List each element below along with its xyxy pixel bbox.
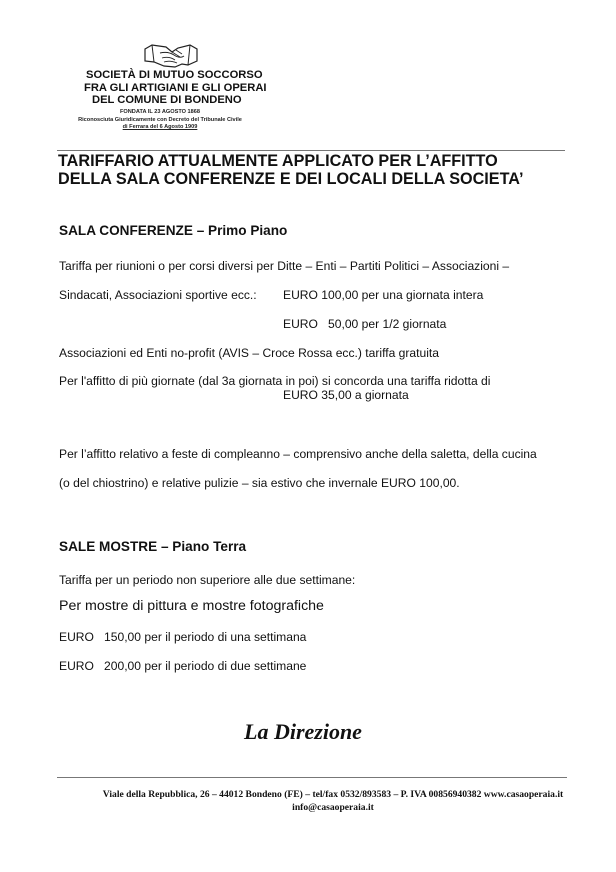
conference-rate-description: Tariffa per riunioni o per corsi diversi per Ditte – Enti – Partiti Politici – Associazioni – — [59, 259, 510, 273]
multi-day-rate-description: Per l'affitto di più giornate (dal 3a giornata in poi) si concorda una tariffa ridotta di — [59, 374, 491, 388]
exhibition-subheading: Per mostre di pittura e mostre fotografiche — [59, 598, 324, 614]
handshake-icon — [142, 43, 200, 69]
organization-name — [84, 69, 267, 107]
signature: La Direzione — [244, 719, 362, 744]
footer-divider — [57, 777, 567, 778]
footer-email: info@casaoperaia.it — [292, 801, 374, 813]
document-title — [58, 152, 598, 188]
footer-address: Viale della Repubblica, 26 – 44012 Bondeno (FE) – tel/fax 0532/893583 – P. IVA 00856940382 www.casaoperaia.it — [102, 789, 564, 800]
founding-info — [72, 109, 248, 132]
rate-half-day: EURO 50,00 per 1/2 giornata — [283, 317, 447, 331]
org-name-line: SOCIETÀ DI MUTUO SOCCORSO — [86, 69, 263, 81]
footer — [50, 789, 616, 814]
decree-date: di Ferrara del 6 Agosto 1909 — [122, 124, 198, 131]
nonprofit-rate: Associazioni ed Enti no-profit (AVIS – Croce Rossa ecc.) tariffa gratuita — [59, 346, 440, 360]
conference-rate-categories: Sindacati, Associazioni sportive ecc.: — [59, 288, 257, 302]
party-rate-line-2: (o del chiostrino) e relative pulizie – sia estivo che invernale EURO 100,00. — [59, 476, 460, 490]
legal-recognition: Riconosciuta Giuridicamente con Decreto del Tribunale Civile — [78, 116, 242, 123]
party-rate-line-1: Per l’affitto relativo a feste di compleanno – comprensivo anche della saletta, della cucina — [59, 447, 537, 461]
exhibition-rate-intro: Tariffa per un periodo non superiore alle due settimane: — [59, 573, 356, 587]
rate-one-week: EURO 150,00 per il periodo di una settimana — [59, 630, 307, 644]
section-heading-sala-conferenze: SALA CONFERENZE – Primo Piano — [59, 223, 288, 238]
rate-two-weeks: EURO 200,00 per il periodo di due settimane — [59, 659, 307, 673]
founding-date: FONDATA IL 23 AGOSTO 1868 — [120, 109, 200, 115]
multi-day-rate: EURO 35,00 a giornata — [283, 388, 409, 402]
rate-full-day: EURO 100,00 per una giornata intera — [283, 288, 484, 302]
header-divider — [57, 150, 565, 151]
title-line: DELLA SALA CONFERENZE E DEI LOCALI DELLA SOCIETA’ — [58, 170, 524, 188]
org-name-line: FRA GLI ARTIGIANI E GLI OPERAI — [84, 81, 267, 94]
title-line: TARIFFARIO ATTUALMENTE APPLICATO PER L’AFFITTO — [58, 152, 498, 170]
org-name-line: DEL COMUNE DI BONDENO — [92, 94, 242, 106]
section-heading-sale-mostre: SALE MOSTRE – Piano Terra — [59, 539, 247, 554]
